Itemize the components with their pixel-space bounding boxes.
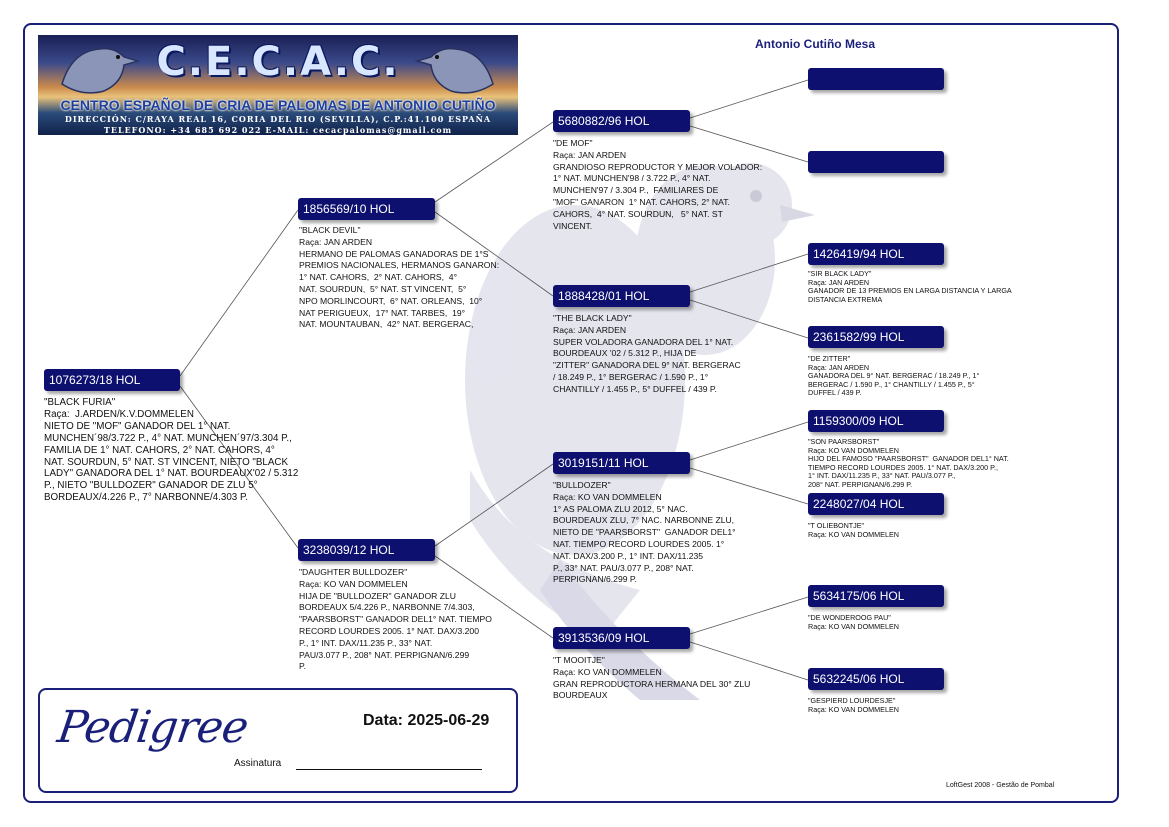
ring-sd-dam: 2361582/99 HOL [808, 326, 944, 348]
info-ds-sire: "SON PAARSBORST" Raça: KO VAN DOMMELEN HIJO DEL FAMOSO "PAARSBORST" GANADOR DEL1° NAT. TIEMPO RECORD LOURDES 2005. 1° NAT. DAX/3.200 P., 1° INT. DAX/11.235 P., 33° NAT. PAU/3.077 P., 208° NAT. PERPIGNAN/6.299 P. [808, 437, 1009, 489]
ring-sire-sire: 5680882/96 HOL [553, 110, 690, 132]
info-dam-sire: "BULLDOZER" Raça: KO VAN DOMMELEN 1° AS PALOMA ZLU 2012, 5° NAC. BOURDEAUX ZLU, 7° NAC. NARBONNE ZLU, NIETO DE "PAARSBORST" GANADOR DEL1° NAT. TIEMPO RECORD LOURDES 2005. 1° NAT. DAX/3.200 P., 1° INT. DAX/11.235 P., 33° NAT. PAU/3.077 P., 208° NAT. PERPIGNAN/6.299 P. [553, 480, 736, 585]
info-sd-sire: "SIR BLACK LADY" Raça: JAN ARDEN GANADOR DE 13 PREMIOS EN LARGA DISTANCIA Y LARGA DISTANCIA EXTREMA [808, 269, 1012, 304]
ring-ds-sire: 1159300/09 HOL [808, 410, 944, 432]
ring-dam-sire: 3019151/11 HOL [553, 452, 690, 474]
ring-ss-dam [808, 151, 944, 173]
signature-box [38, 688, 518, 793]
pedigree-date: Data: 2025-06-29 [363, 712, 490, 729]
ring-sire-dam: 1888428/01 HOL [553, 285, 690, 307]
ring-dam: 3238039/12 HOL [298, 539, 435, 561]
ring-ss-sire [808, 68, 944, 90]
signature-label: Assinatura [234, 758, 282, 769]
ring-ds-dam: 2248027/04 HOL [808, 493, 944, 515]
info-dd-dam: "GESPIERD LOURDESJE" Raça: KO VAN DOMMELEN [808, 696, 899, 714]
info-subject: "BLACK FURIA" Raça: J.ARDEN/K.V.DOMMELEN NIETO DE "MOF" GANADOR DEL 1° NAT. MUNCHEN´98/3.722 P., 4° NAT. MUNCHEN´97/3.304 P., FAMILIA DE 1° NAT. CAHORS, 2° NAT. CAHORS, 4° NAT. SOURDUN, 5° NAT. ST VINCENT, NIETO "BLACK LADY" GANADORA DEL 1° NAT. BOURDEAUX'02 / 5.312 P., NIETO "BULLDOZER" GANADOR DE ZLU 5° BORDEAUX/4.226 P., 7° NARBONNE/4.303 P. [44, 397, 299, 504]
signature-line[interactable] [296, 769, 482, 770]
info-sd-dam: "DE ZITTER" Raça: JAN ARDEN GANADORA DEL 9° NAT. BERGERAC / 18.249 P., 1° BERGERAC / 1.590 P., 1° CHANTILLY / 1.455 P., 5° DUFFEL / 439 P. [808, 354, 980, 397]
footer-credit: LoftGest 2008 - Gestão de Pombal [946, 782, 1055, 789]
ring-dd-sire: 5634175/06 HOL [808, 585, 944, 607]
ring-dd-dam: 5632245/06 HOL [808, 668, 944, 690]
info-sire-sire: "DE MOF" Raça: JAN ARDEN GRANDIOSO REPRODUCTOR Y MEJOR VOLADOR: 1° NAT. MUNCHEN'98 / 3.722 P., 4° NAT. MUNCHEN'97 / 3.304 P., FAMILIARES DE "MOF" GANARON 1° NAT. CAHORS, 2° NAT. CAHORS, 4° NAT. SOURDUN, 5° NAT. ST VINCENT. [553, 138, 763, 231]
ring-sd-sire: 1426419/94 HOL [808, 243, 944, 265]
info-dam-dam: "T MOOITJE" Raça: KO VAN DOMMELEN GRAN REPRODUCTORA HERMANA DEL 30° ZLU BOURDEAUX [553, 655, 751, 701]
info-sire: "BLACK DEVIL" Raça: JAN ARDEN HERMANO DE PALOMAS GANADORAS DE 1°S PREMIOS NACIONALES, HERMANOS GANARON: 1° NAT. CAHORS, 2° NAT. CAHORS, 4° NAT. SOURDUN, 5° NAT. ST VINCENT, 5° NPO MORLINCOURT, 6° NAT. ORLEANS, 10° NAT PERIGUEUX, 17° NAT. TARBES, 19° NAT. MOUNTAUBAN, 42° NAT. BERGERAC, [299, 225, 500, 330]
info-sire-dam: "THE BLACK LADY" Raça: JAN ARDEN SUPER VOLADORA GANADORA DEL 1° NAT. BOURDEAUX '02 / 5.312 P., HIJA DE "ZITTER" GANADORA DEL 9° NAT. BERGERAC / 18.249 P., 1° BERGERAC / 1.590 P., 1° CHANTILLY / 1.455 P., 5° DUFFEL / 439 P. [553, 313, 741, 394]
logo-subtitle: CENTRO ESPAÑOL DE CRIA DE PALOMAS DE ANTONIO CUTIÑO [60, 97, 496, 113]
info-ds-dam: "T OLIEBONTJE" Raça: KO VAN DOMMELEN [808, 521, 899, 539]
logo-title: C.E.C.A.C. [156, 39, 400, 85]
logo-contact: TELEFONO: +34 685 692 022 E-MAIL: cecacpalomas@gmail.com [103, 125, 453, 135]
info-dam: "DAUGHTER BULLDOZER" Raça: KO VAN DOMMELEN HIJA DE "BULLDOZER" GANADOR ZLU BORDEAUX 5/4.226 P., NARBONNE 7/4.303, "PAARSBORST" GANADOR DEL1° NAT. TIEMPO RECORD LOURDES 2005. 1° NAT. DAX/3.200 P., 1° INT. DAX/11.235 P., 33° NAT. PAU/3.077 P., 208° NAT. PERPIGNAN/6.299 P. [299, 567, 492, 672]
ring-subject: 1076273/18 HOL [44, 369, 180, 391]
cecac-logo [38, 35, 518, 135]
pedigree-label: Pedigree [54, 702, 251, 753]
info-dd-sire: "DE WONDEROOG PAU" Raça: KO VAN DOMMELEN [808, 613, 899, 631]
ring-dam-dam: 3913536/09 HOL [553, 627, 690, 649]
logo-address: DIRECCIÓN: C/RAYA REAL 16, CORIA DEL RIO (SEVILLA), C.P.:41.100 ESPAÑA [64, 114, 492, 124]
owner-name: Antonio Cutiño Mesa [755, 37, 875, 51]
ring-sire: 1856569/10 HOL [298, 198, 435, 220]
